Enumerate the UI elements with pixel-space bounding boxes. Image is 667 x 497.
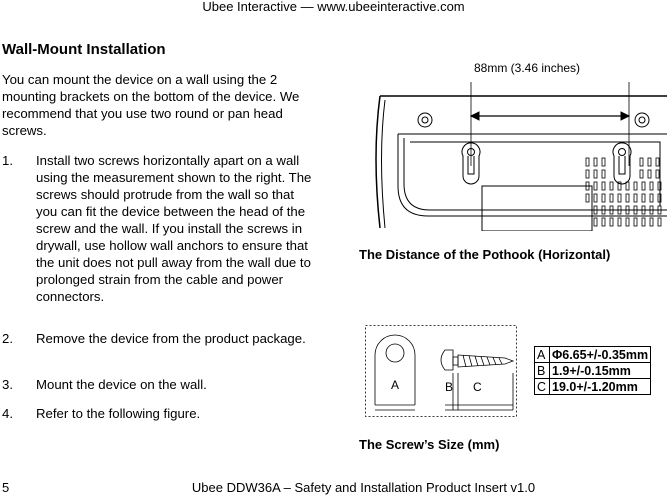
section-title: Wall-Mount Installation	[2, 41, 166, 58]
table-cell-key: A	[535, 347, 550, 363]
pothook-distance-figure	[358, 76, 667, 231]
step-2	[2, 330, 317, 347]
step-text: Remove the device from the product package.	[36, 331, 306, 346]
figure2-caption: The Screw’s Size (mm)	[359, 437, 500, 452]
label-b: B	[445, 380, 454, 394]
step-number: 3.	[2, 377, 13, 392]
intro-paragraph: You can mount the device on a wall using the 2 mounting brackets on the bottom of the device. We recommend that you use two round or pan head screws.	[2, 72, 300, 138]
table-cell-value: 1.9+/-0.15mm	[550, 363, 651, 379]
step-3	[2, 376, 317, 393]
page-header: Ubee Interactive — www.ubeeinteractive.com	[202, 0, 465, 14]
step-text: Mount the device on the wall.	[36, 377, 207, 392]
page-number: 5	[2, 480, 10, 495]
step-number: 2.	[2, 331, 13, 346]
figure1-caption: The Distance of the Pothook (Horizontal)	[359, 247, 611, 262]
table-cell-value: Φ6.65+/-0.35mm	[550, 347, 651, 363]
label-c: C	[473, 380, 482, 394]
screw-size-table	[534, 346, 651, 395]
table-cell-value: 19.0+/-1.20mm	[550, 379, 651, 395]
page-footer: Ubee DDW36A – Safety and Installation Product Insert v1.0	[191, 480, 536, 495]
screw-size-figure	[365, 325, 517, 417]
step-1	[2, 152, 317, 305]
table-row	[535, 379, 651, 395]
step-text: Refer to the following figure.	[36, 406, 201, 421]
step-number: 4.	[2, 406, 13, 421]
table-cell-key: B	[535, 363, 550, 379]
table-row	[535, 347, 651, 363]
measurement-label: 88mm (3.46 inches)	[474, 61, 581, 75]
step-4	[2, 405, 317, 422]
table-cell-key: C	[535, 379, 550, 395]
step-text: Install two screws horizontally apart on a wall using the measurement shown to the right. The screws should protrude from the wall so that you can fit the device between the head of the screw and the wall. If you install the screws in drywall, use hollow wall anchors to ensure that the unit does not pull away from the wall due to prolonged strain from the cable and power connectors.	[36, 153, 312, 304]
label-a: A	[391, 378, 400, 392]
table-row	[535, 363, 651, 379]
step-number: 1.	[2, 153, 13, 168]
